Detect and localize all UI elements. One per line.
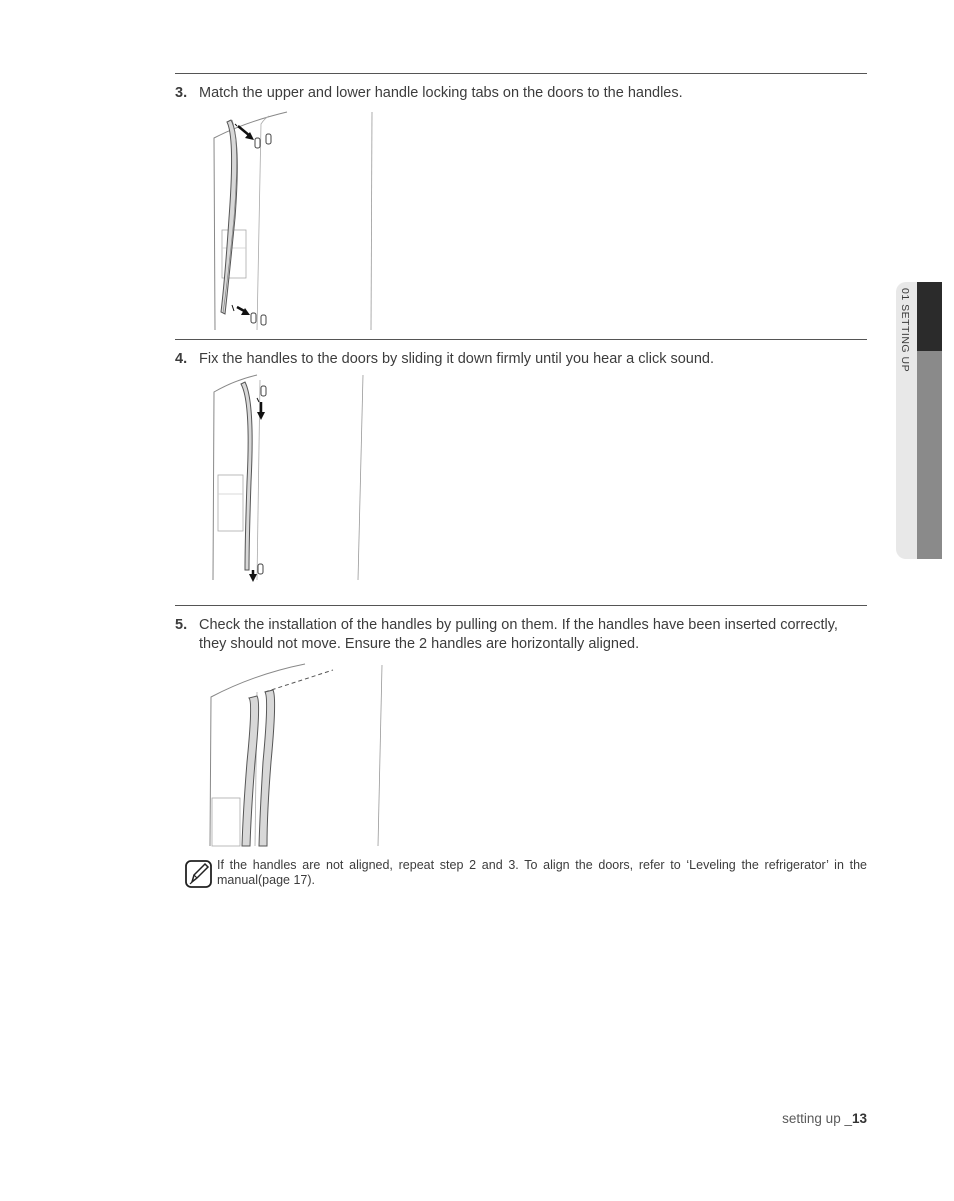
- arrow-icon: [257, 398, 265, 420]
- figure-step-5: [205, 662, 390, 848]
- section-tab-label: 01 SETTING UP: [899, 288, 911, 373]
- section-tab-dark-block: [917, 282, 942, 351]
- page-footer: [782, 1111, 867, 1126]
- arrow-icon: [249, 570, 257, 582]
- divider-step-3: [175, 73, 867, 74]
- step-3: [175, 84, 867, 103]
- figure-step-5-drawing: [205, 662, 390, 848]
- note-text: If the handles are not aligned, repeat step 2 and 3. To align the doors, refer to ‘Leveling the refrigerator’ in the manual(page 17).: [217, 858, 867, 887]
- page-number: 13: [851, 1111, 867, 1126]
- step-5-number: 5.: [175, 617, 188, 633]
- step-4-text: Fix the handles to the doors by sliding it down firmly until you hear a click sound.: [199, 351, 715, 367]
- section-tab: [896, 282, 942, 559]
- footer-section: setting up _: [782, 1111, 852, 1126]
- figure-step-4: [205, 372, 375, 584]
- step-3-text: Match the upper and lower handle locking tabs on the doors to the handles.: [199, 85, 683, 101]
- step-3-number: 3.: [175, 85, 188, 101]
- divider-step-4: [175, 339, 867, 340]
- note-pencil-icon: [185, 860, 212, 893]
- arrow-icon: [232, 305, 250, 315]
- step-5-text: Check the installation of the handles by pulling on them. If the handles have been inserted correctly, they should not move. Ensure the 2 handles are horizontally aligned.: [199, 617, 838, 652]
- figure-step-3-drawing: [205, 108, 385, 333]
- note: [185, 858, 867, 888]
- step-5: [175, 616, 867, 654]
- step-4: [175, 350, 867, 369]
- section-tab-gray-block: [917, 351, 942, 559]
- figure-step-3: [205, 108, 385, 333]
- step-4-number: 4.: [175, 351, 188, 367]
- arrow-icon: [235, 124, 254, 140]
- divider-step-5: [175, 605, 867, 606]
- figure-step-4-drawing: [205, 372, 375, 584]
